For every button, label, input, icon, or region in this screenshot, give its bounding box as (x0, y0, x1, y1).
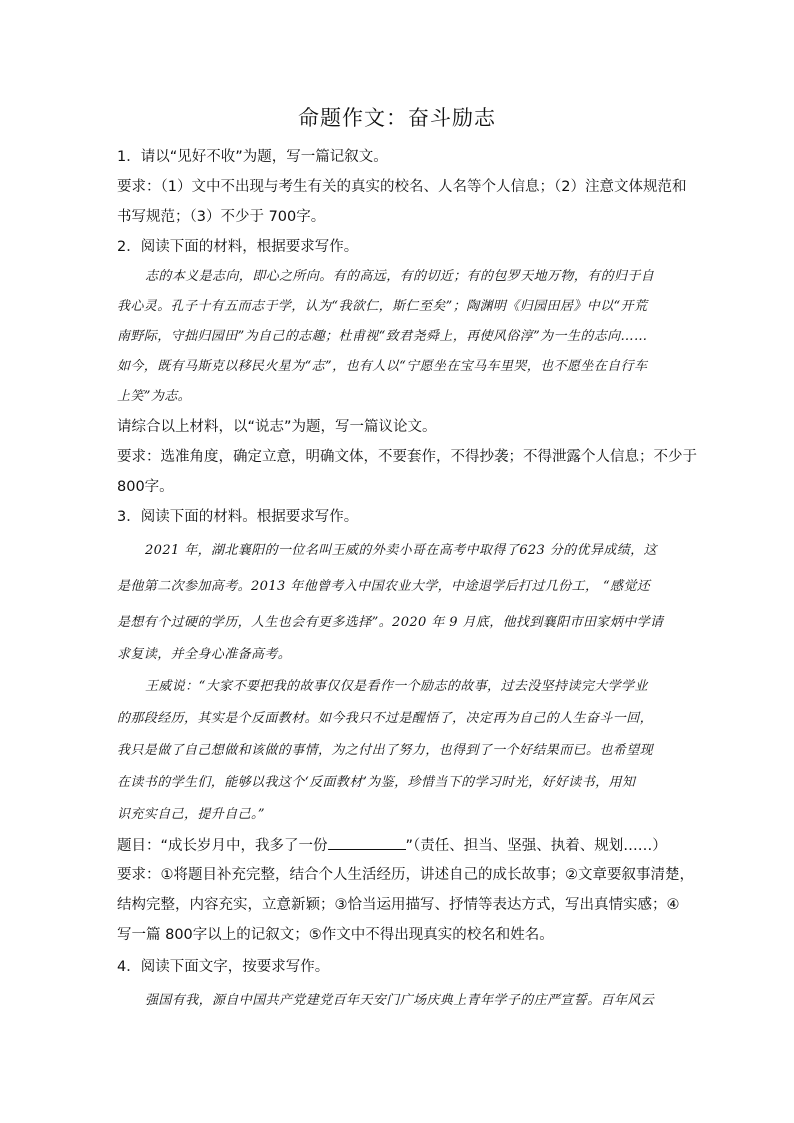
q3-material-line: 识充实自己，提升自己。” (117, 807, 265, 822)
q2-requirement-line: 800字。 (117, 479, 174, 495)
q3-requirement-line: 要求：①将题目补充完整，结合个人生活经历，讲述自己的成长故事；②文章要叙事清楚， (117, 867, 694, 883)
q3-topic-suffix: ”（责任、担当、坚强、执着、规划……） (405, 838, 667, 854)
q2-task: 请综合以上材料，以“说志”为题，写一篇议论文。 (117, 419, 437, 435)
q3-topic (117, 835, 682, 856)
q1-requirement-line: 书写规范；（3）不少于 700字。 (117, 209, 326, 225)
q4-material-line: 强国有我，源自中国共产党建党百年天安门广场庆典上青年学子的庄严宣誓。百年风云 (145, 993, 655, 1008)
q3-material-line: 我只是做了自己想做和该做的事情，为之付出了努力，也得到了一个好结果而已。也希望现 (117, 743, 654, 758)
q3-requirement-line: 写一篇 800字以上的记叙文；⑤作文中不得出现真实的校名和姓名。 (117, 927, 554, 943)
q2-material-line: 如今，既有马斯克以移民火星为“志”，也有人以“宁愿坐在宝马车里哭，也不愿坐在自行车 (117, 359, 648, 374)
q3-material-line: 王威说：“大家不要把我的故事仅仅是看作一个励志的故事，过去没坚持读完大学学业 (145, 679, 648, 694)
q2-prompt: 2．阅读下面的材料，根据要求写作。 (117, 239, 359, 255)
q1-requirement-line: 要求：（1）文中不出现与考生有关的真实的校名、人名等个人信息；（2）注意文体规范和 (117, 179, 687, 195)
q3-material-line: 是他第二次参加高考。2013 年他曾考入中国农业大学，中途退学后打过几份工， “感觉还 (117, 579, 651, 594)
q3-material-line: 在读书的学生们，能够以我这个‘反面教材’为鉴，珍惜当下的学习时光，好好读书，用知 (117, 775, 636, 790)
fill-in-blank (328, 835, 406, 850)
q3-material-line: 求复读，并全身心准备高考。 (117, 647, 292, 662)
q2-material-line: 志的本义是志向，即心之所向。有的高远，有的切近；有的包罗天地万物，有的归于自 (145, 269, 655, 284)
q3-prompt: 3．阅读下面的材料。根据要求写作。 (117, 509, 359, 525)
q2-material-line: 上笑”为志。 (117, 389, 192, 404)
q2-material-line: 我心灵。孔子十有五而志于学，认为“我欲仁，斯仁至矣”；陶渊明《归园田居》中以“开荒 (117, 299, 648, 314)
q3-topic-prefix: 题目：“成长岁月中，我多了一份 (117, 838, 328, 854)
q3-material-line: 是想有个过硬的学历，人生也会有更多选择”。2020 年 9 月底，他找到襄阳市田家炳中学请 (117, 615, 664, 630)
page-title: 命题作文：奋斗励志 (298, 106, 496, 130)
q2-requirement-line: 要求：选准角度，确定立意，明确文体，不要套作，不得抄袭；不得泄露个人信息；不少于 (117, 449, 697, 465)
q1-prompt: 1．请以“见好不收”为题，写一篇记叙文。 (117, 149, 388, 165)
q2-material-line: 南野际，守拙归园田”为自己的志趣；杜甫视“致君尧舜上，再使风俗淳”为一生的志向…… (117, 329, 648, 344)
q3-material-line: 2021 年，湖北襄阳的一位名叫王威的外卖小哥在高考中取得了623 分的优异成绩，这 (145, 543, 657, 558)
q3-material-line: 的那段经历，其实是个反面教材。如今我只不过是醒悟了，决定再为自己的人生奋斗一回， (117, 711, 654, 726)
q4-prompt: 4．阅读下面文字，按要求写作。 (117, 959, 330, 975)
q3-requirement-line: 结构完整，内容充实，立意新颖；③恰当运用描写、抒情等表达方式，写出真情实感；④ (117, 897, 680, 913)
